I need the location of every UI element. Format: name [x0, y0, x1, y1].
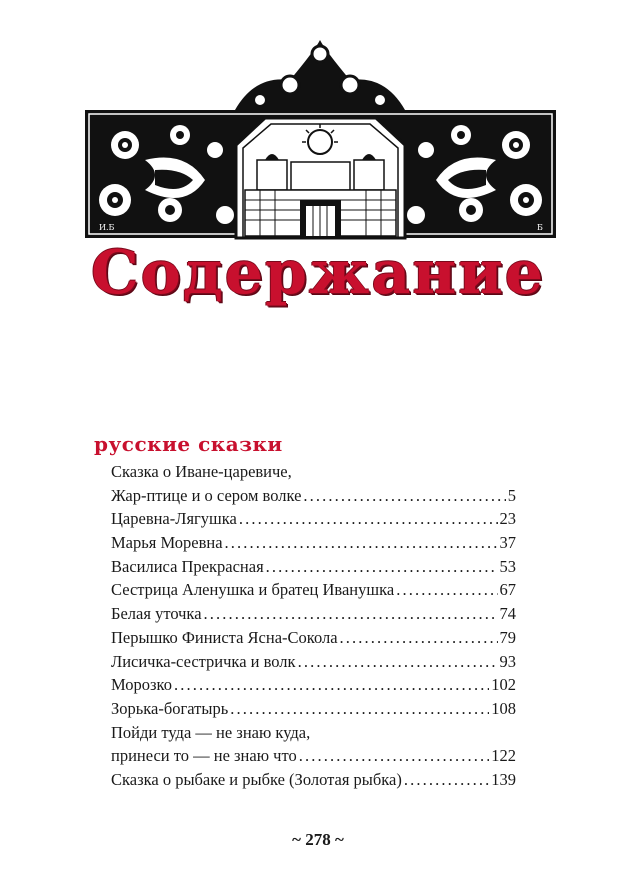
toc-leader-dots [298, 650, 498, 674]
toc-entry-title: Марья Моревна [111, 533, 223, 553]
toc-entry [111, 531, 516, 555]
toc-entry-title: принеси то — не знаю что [111, 746, 297, 766]
toc-entry-title: Василиса Прекрасная [111, 556, 264, 576]
toc-entry-page: 139 [491, 769, 516, 789]
toc-entry-page: 53 [499, 556, 516, 576]
toc-entry [111, 697, 516, 721]
toc-entry [111, 744, 516, 768]
toc-leader-dots [204, 602, 498, 626]
page-number: ~ 278 ~ [292, 830, 344, 849]
toc-entry [111, 484, 516, 508]
toc-entry-title: Жар-птице и о сером волке [111, 485, 302, 505]
toc-entry [111, 507, 516, 531]
toc-entry-title: Сказка о Иване-царевиче, [111, 462, 292, 481]
toc-entry [111, 626, 516, 650]
toc-entry [111, 578, 516, 602]
toc-leader-dots [239, 507, 498, 531]
toc-entry-title: Пойди туда — не знаю куда, [111, 722, 311, 742]
ornament-signature-left: И.Б [99, 223, 115, 232]
toc-leader-dots [230, 697, 489, 721]
toc-leader-dots [404, 768, 489, 792]
toc-entry-title: Перышко Финиста Ясна-Сокола [111, 627, 338, 647]
toc-entry-title: Зорька-богатырь [111, 698, 229, 718]
toc-entry-title: Сестрица Аленушка и братец Иванушка [111, 580, 395, 600]
toc-entry-title: Лисичка-сестричка и волк [111, 651, 296, 671]
toc-leader-dots [299, 744, 490, 768]
toc-entry-page: 74 [499, 604, 516, 624]
toc-entry-title: Сказка о рыбаке и рыбке (Золотая рыбка) [111, 769, 402, 789]
toc-entry-page: 67 [499, 580, 516, 600]
toc-entry [111, 768, 516, 792]
toc-entry [111, 460, 516, 484]
toc-entry-title: Морозко [111, 675, 172, 695]
toc-entry-page: 23 [499, 509, 516, 529]
toc-entry [111, 721, 516, 745]
toc-entry-page: 122 [491, 746, 516, 766]
page-title: Содержание [91, 238, 545, 308]
toc-leader-dots [303, 484, 505, 508]
section-title: русские сказки [94, 432, 283, 456]
toc-entry-title: Белая уточка [111, 604, 202, 624]
toc-entry-page: 79 [499, 627, 516, 647]
toc-entry [111, 602, 516, 626]
toc-entry-page: 102 [491, 675, 516, 695]
ornament-signature-right: Б [537, 223, 543, 232]
toc-entry-page: 5 [507, 485, 516, 505]
toc-leader-dots [225, 531, 498, 555]
toc-leader-dots [174, 673, 489, 697]
toc-leader-dots [266, 555, 498, 579]
toc-entry-page: 108 [491, 698, 516, 718]
toc-leader-dots [340, 626, 498, 650]
toc-entry-page: 37 [499, 533, 516, 553]
toc-entry-title: Царевна-Лягушка [111, 509, 237, 529]
toc-entry [111, 673, 516, 697]
toc-entry [111, 650, 516, 674]
toc-entry-page: 93 [499, 651, 516, 671]
toc-leader-dots [396, 578, 497, 602]
table-of-contents [111, 460, 516, 792]
toc-entry [111, 555, 516, 579]
decorative-header-ornament [85, 40, 556, 245]
